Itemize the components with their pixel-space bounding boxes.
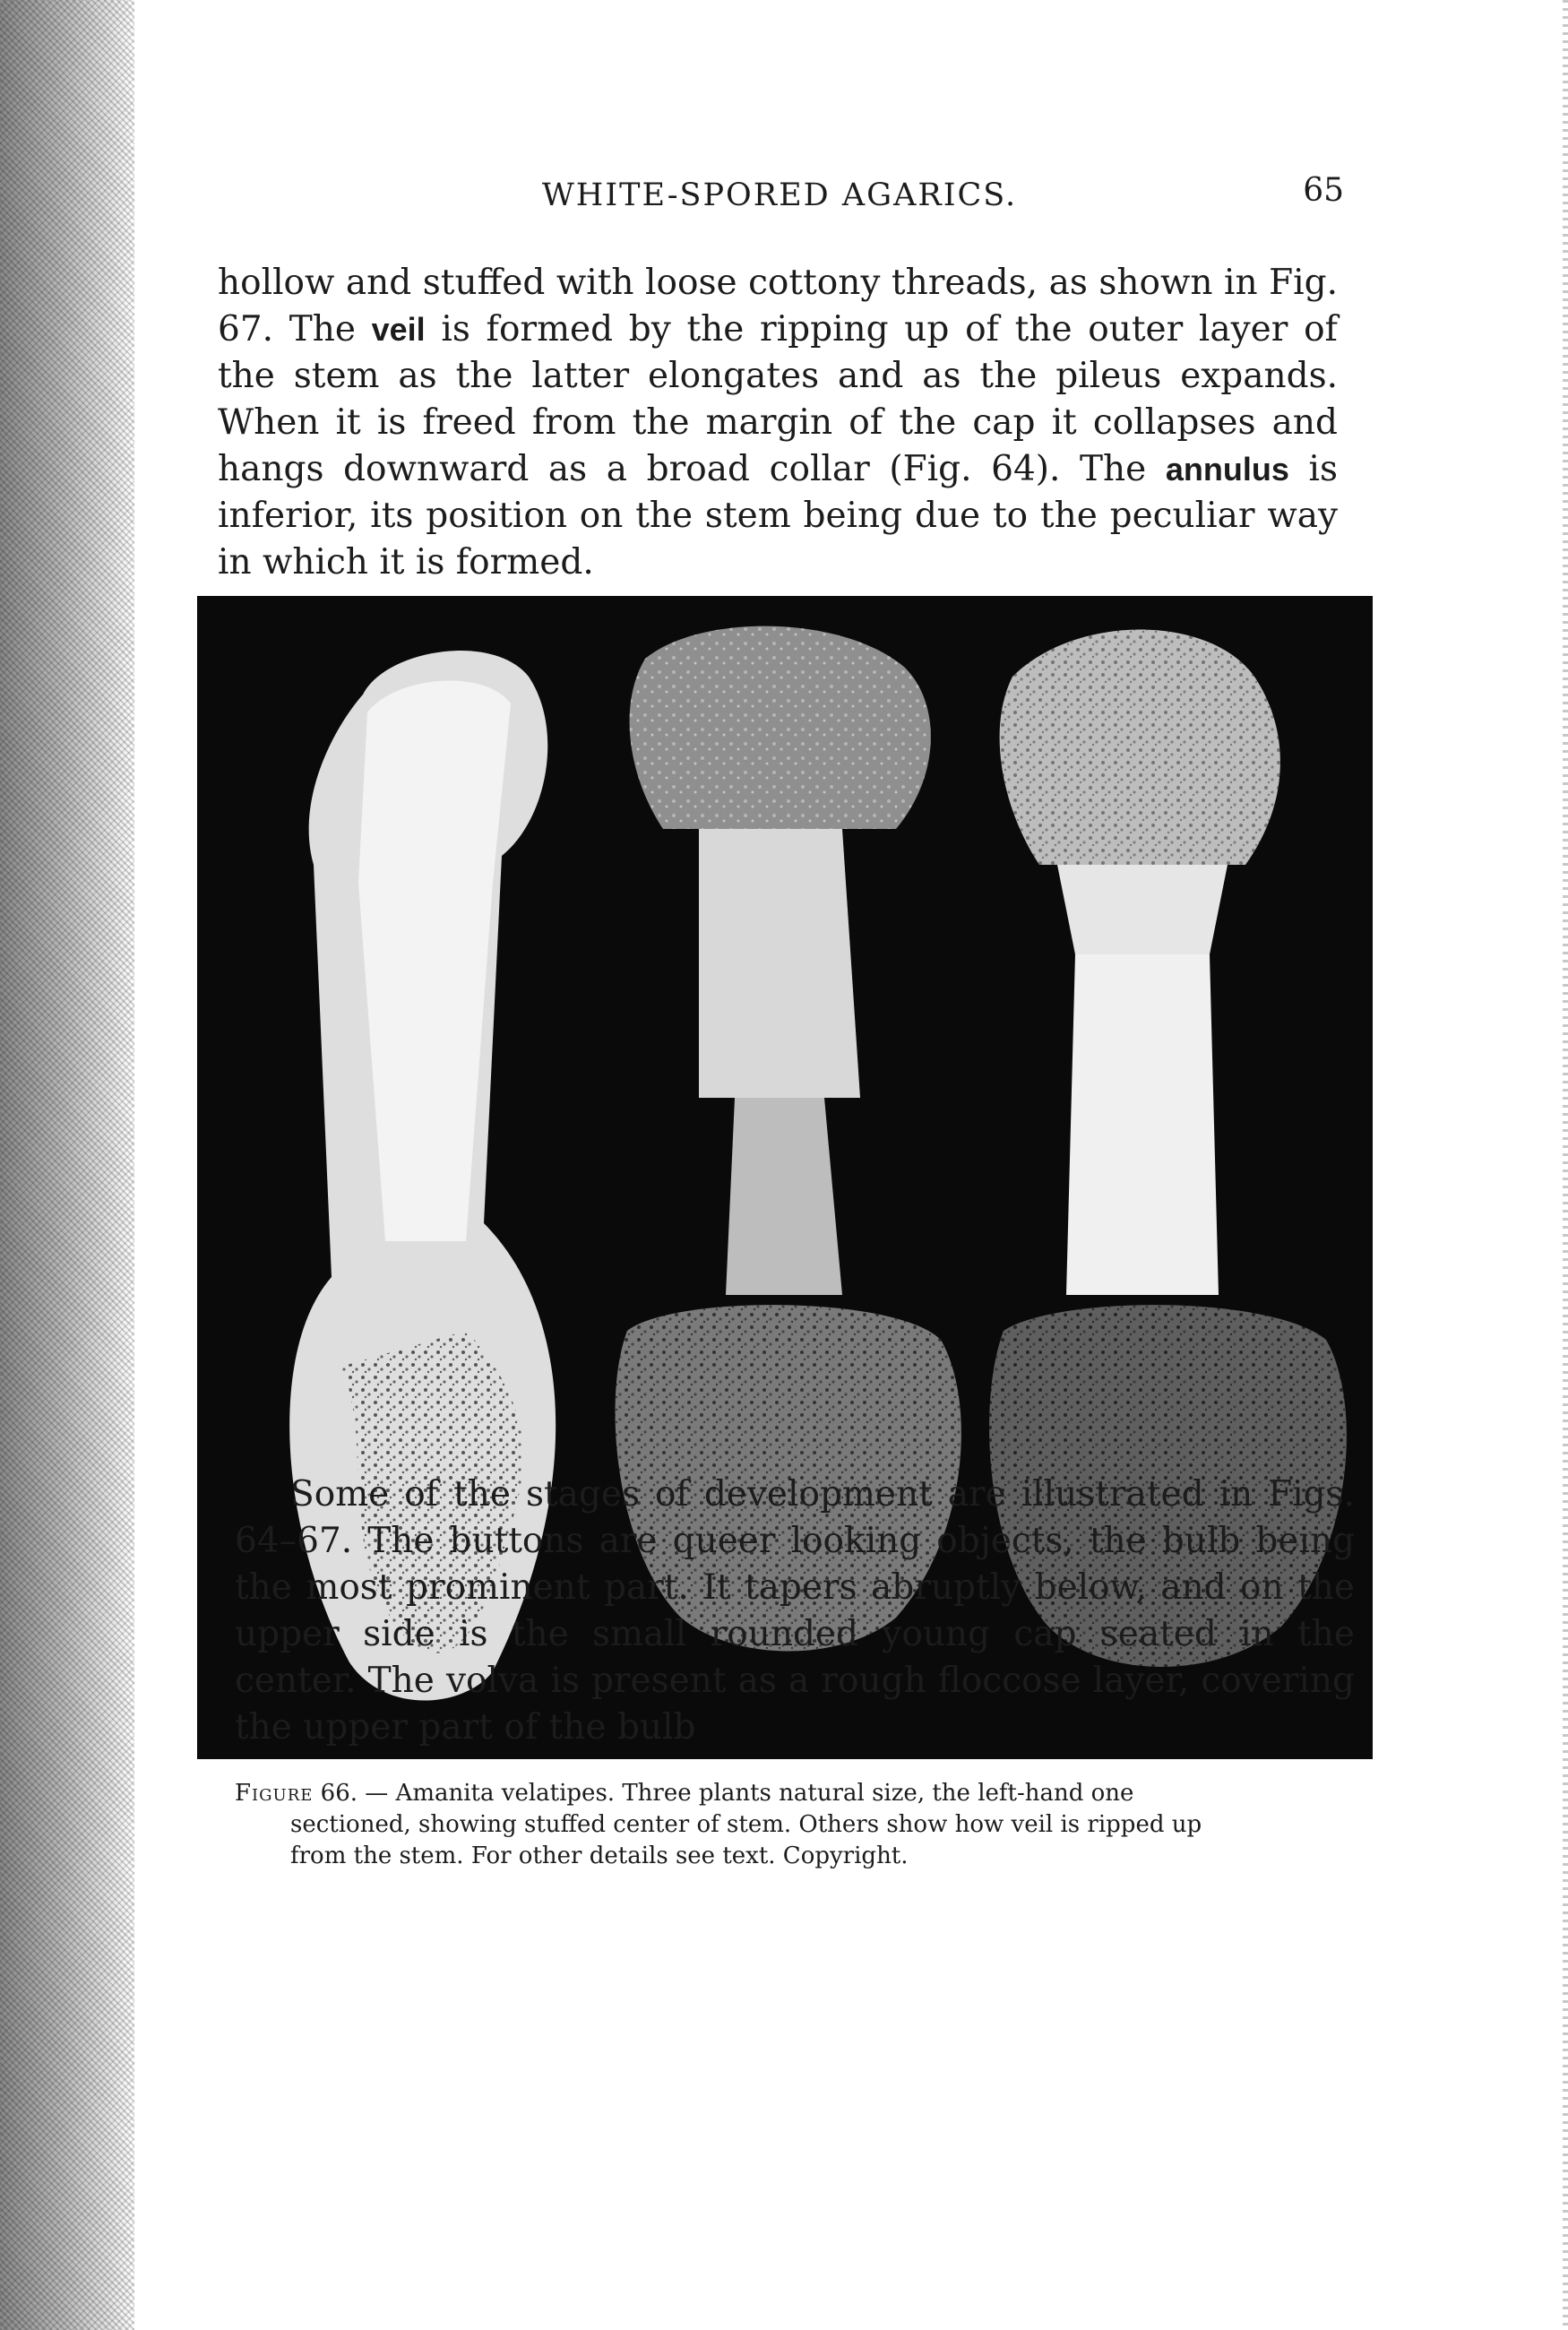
caption-line-1-text: 66. — Amanita velatipes. Three plants natural size, the left-hand one: [313, 1780, 1134, 1807]
running-head-title: WHITE-SPORED AGARICS.: [541, 177, 1018, 213]
page-number: 65: [1303, 172, 1344, 209]
caption-line-2: sectioned, showing stuffed center of stem. Others show how veil is ripped up: [290, 1811, 1202, 1838]
page-edge: [1563, 0, 1568, 2330]
paragraph-top-text-3: is inferior, its position on the stem being due to the peculiar way in which it is formed.: [218, 449, 1338, 582]
running-head: [215, 172, 1344, 222]
paragraph-top-text-2: is formed by the ripping up of the outer layer of the stem as the latter elongates and as the pileus expands. When it is freed from the margin of the cap it collapses and hangs downward as a broad collar (Fig. 64). The: [218, 309, 1338, 489]
caption-line-3: from the stem. For other details see text. Copyright.: [290, 1842, 909, 1869]
term-veil: veil: [371, 311, 426, 348]
paragraph-bottom: Some of the stages of development are illustrated in Figs. 64–67. The buttons are queer looking objects, the bulb being the most prominent part. It tapers abruptly below, and on the upper side is the small rounded young cap seated in the center. The volva is present as a rough floccose layer, covering the upper part of the bulb: [235, 1474, 1355, 1748]
figure-caption: [235, 1778, 1355, 1872]
paragraph-top-text-1: hollow and stuffed with loose cottony threads, as shown in Fig. 67. The: [218, 263, 1338, 350]
scanned-page-gutter: [0, 0, 134, 2330]
caption-label: Figure: [235, 1780, 314, 1807]
paragraph-top: [218, 260, 1338, 586]
term-annulus: annulus: [1165, 451, 1289, 488]
caption-line-1: [235, 1778, 1355, 1809]
